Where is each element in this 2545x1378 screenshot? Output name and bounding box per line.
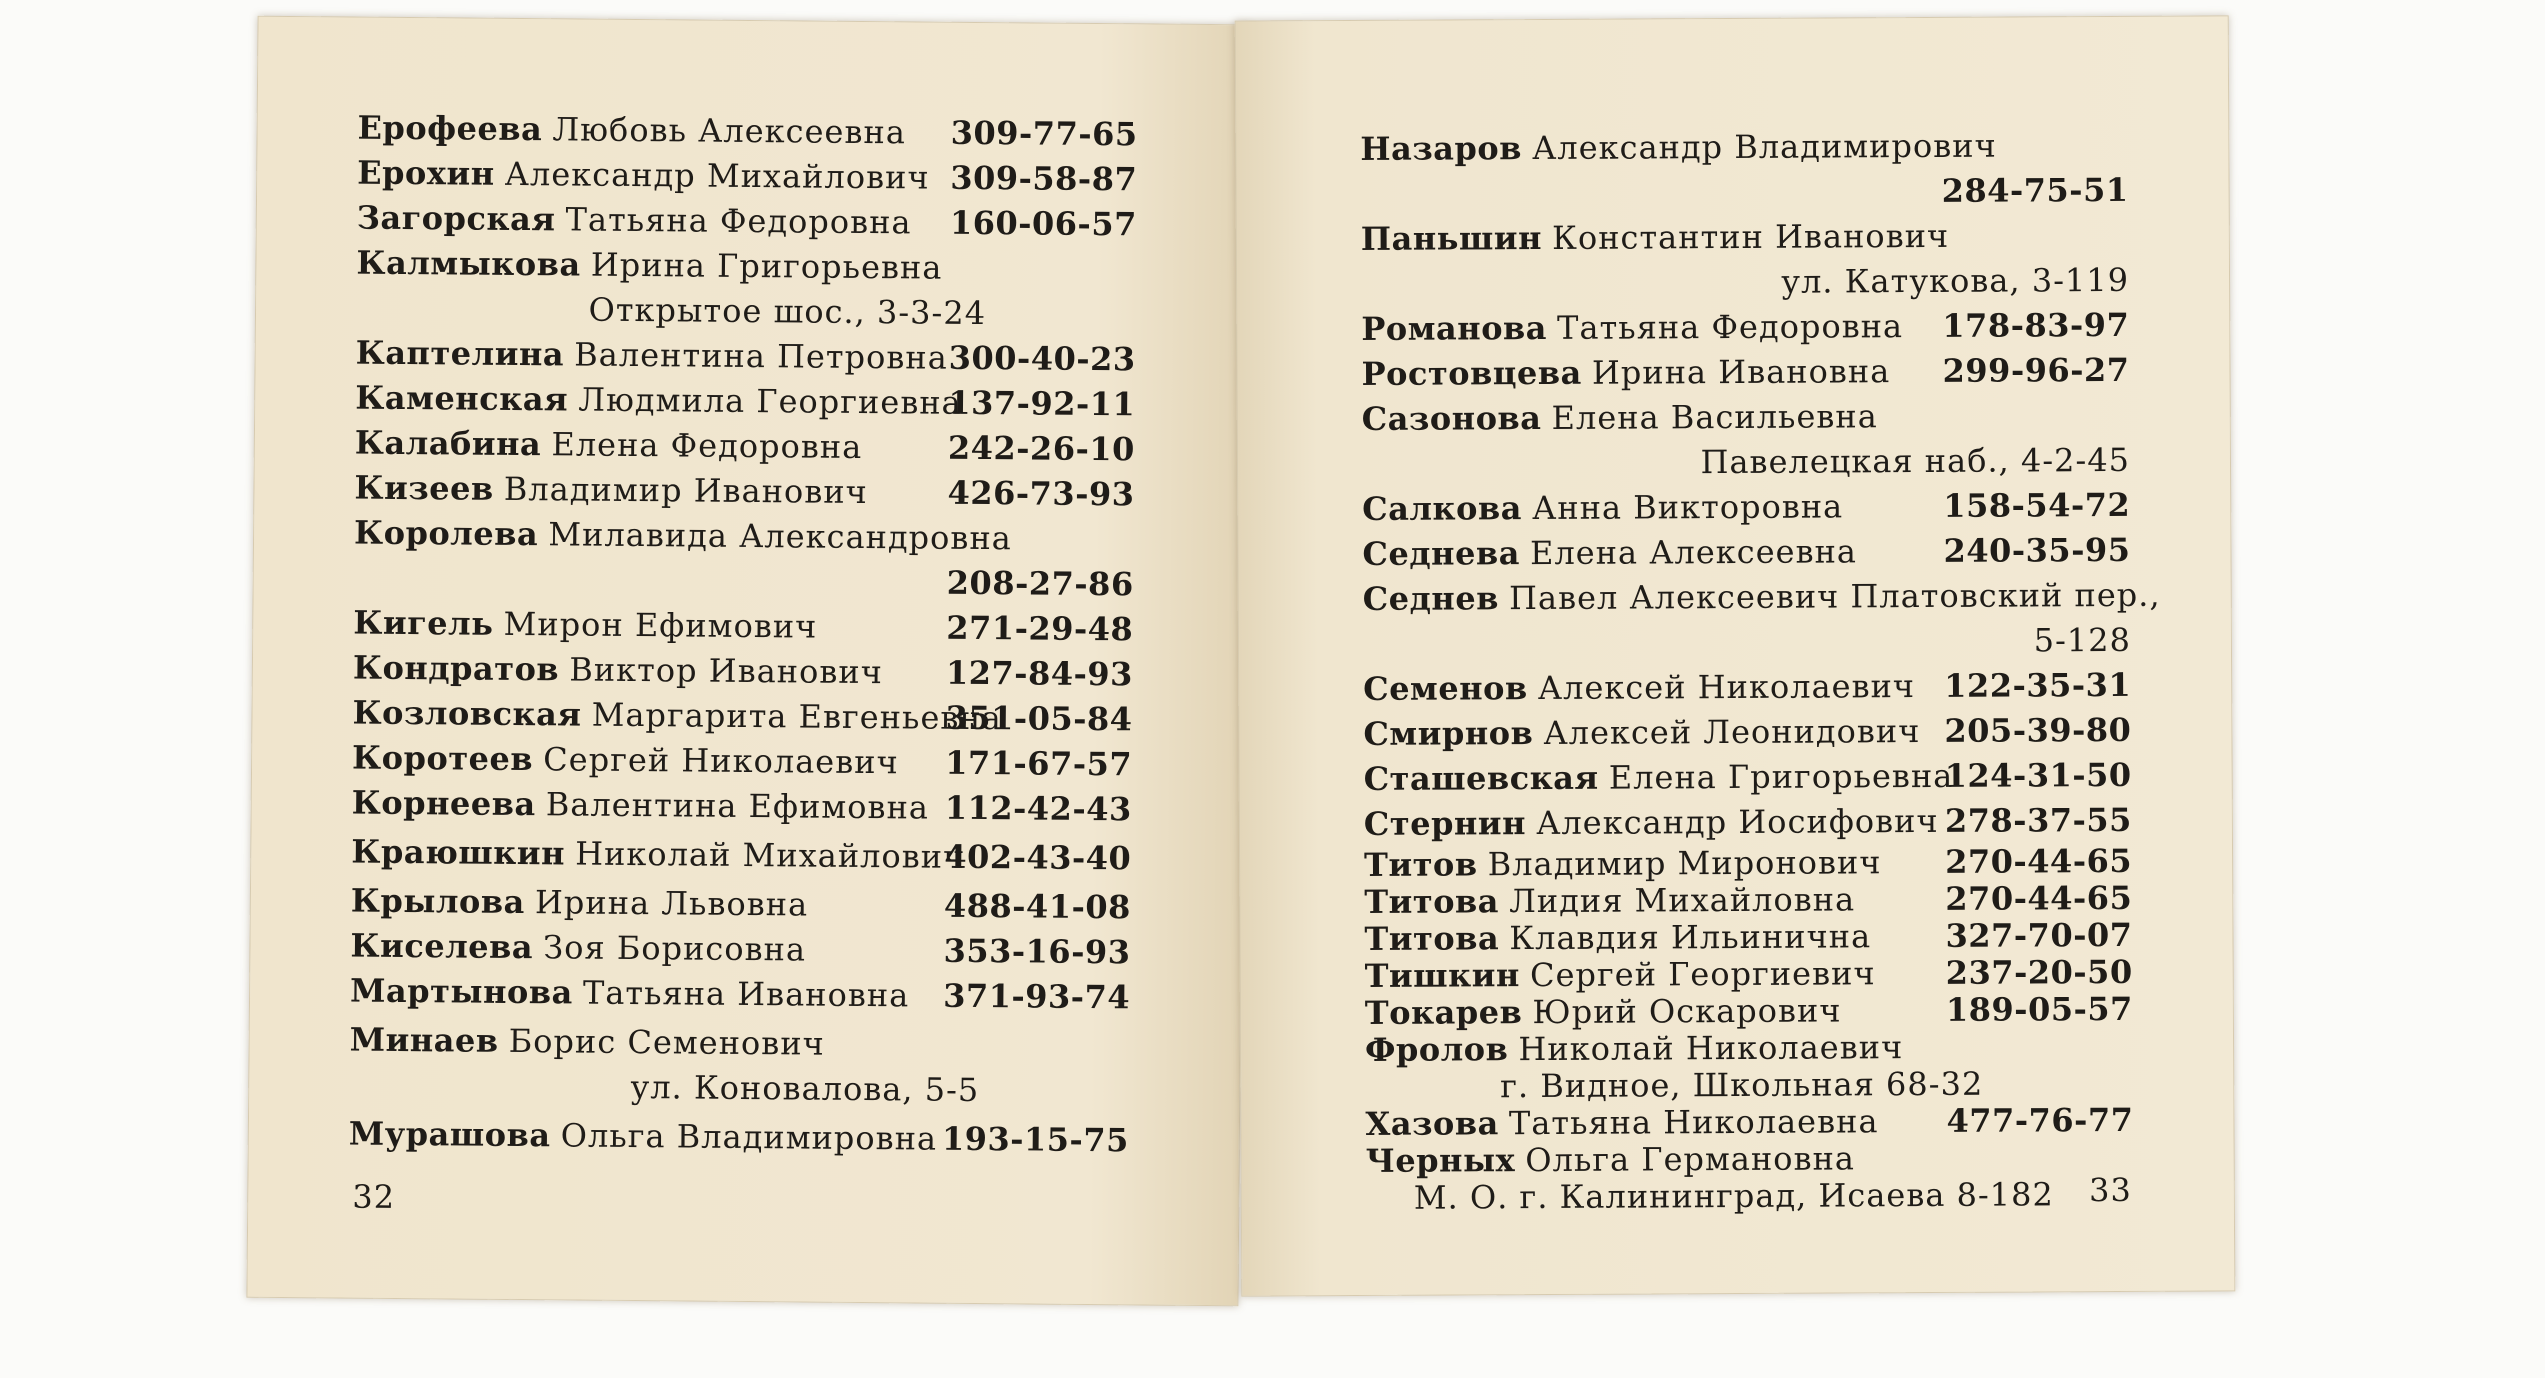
directory-entry	[354, 511, 1135, 608]
entry-given-name: Анна Викторовна	[1531, 487, 1844, 528]
entry-given-name: Клавдия Ильинична	[1509, 917, 1872, 958]
entry-given-name: Валентина Ефимовна	[545, 785, 930, 827]
entry-phone: 309-77-65	[950, 113, 1138, 154]
directory-entry	[357, 151, 1137, 203]
directory-entry	[349, 1018, 1130, 1115]
entry-phone: 270-44-65	[1945, 878, 2133, 918]
entry-surname: Титова	[1364, 882, 1500, 921]
directory-entry	[357, 196, 1137, 248]
entry-given-name: Сергей Николаевич	[543, 740, 899, 782]
entry-surname: Загорская	[356, 198, 556, 239]
directory-entry	[1365, 1028, 2133, 1106]
entry-surname: Смирнов	[1363, 714, 1534, 753]
directory-entry	[356, 241, 1137, 338]
entry-given-name: Елена Григорьевна	[1608, 756, 1954, 797]
entry-phone: 137-92-11	[948, 383, 1136, 424]
entry-given-name: Сергей Георгиевич	[1529, 954, 1876, 995]
entry-phone: 477-76-77	[1946, 1100, 2134, 1140]
directory-entry	[1364, 917, 2132, 958]
entry-given-name: Людмила Георгиевна	[578, 380, 962, 422]
entry-given-name: Татьяна Ивановна	[582, 973, 910, 1015]
entry-surname: Калабина	[354, 423, 542, 464]
entry-surname: Титова	[1364, 919, 1500, 958]
entry-given-name: Ирина Львовна	[534, 883, 809, 924]
entry-surname: Тишкин	[1364, 956, 1520, 995]
entry-phone: 426-73-93	[947, 473, 1135, 514]
entry-given-name: Николай Михайлович	[575, 834, 966, 876]
directory-entry	[350, 969, 1130, 1021]
entry-given-name: Константин Иванович	[1552, 216, 1950, 257]
entry-phone: 112-42-43	[944, 788, 1132, 829]
entry-phone: 488-41-08	[943, 886, 1132, 927]
entry-surname: Сташевская	[1363, 758, 1599, 798]
entry-phone: 240-35-95	[1943, 530, 2131, 570]
directory-entry	[352, 736, 1132, 788]
entry-surname: Корнеева	[351, 783, 536, 824]
directory-entry	[1362, 393, 2130, 487]
entry-given-name: Александр Владимирович	[1531, 126, 1997, 168]
entry-given-name: Алексей Леонидович	[1543, 712, 1921, 753]
directory-entry	[1363, 663, 2131, 712]
entry-address: ул. Катукова, 3-119	[1781, 260, 2130, 301]
entry-given-name: Николай Николаевич	[1518, 1028, 1904, 1069]
entry-given-name: Любовь Алексеевна	[552, 110, 907, 152]
entry-given-name: Алексей Николаевич	[1537, 667, 1916, 708]
entry-phone: 242-26-10	[947, 428, 1136, 469]
right-page	[1235, 15, 2236, 1296]
entry-given-name: Татьяна Николаевна	[1508, 1102, 1879, 1143]
entry-phone: 284-75-51	[1941, 170, 2129, 210]
entry-given-name: Валентина Петровна	[574, 335, 948, 377]
entry-surname: Кизеев	[354, 468, 494, 508]
entry-given-name: Юрий Оскарович	[1532, 991, 1842, 1032]
entry-phone: 127-84-93	[945, 653, 1134, 694]
entry-phone: 351-05-84	[945, 698, 1133, 739]
directory-entry	[1361, 348, 2129, 397]
entry-surname: Титов	[1363, 845, 1478, 884]
entry-given-name: Зоя Борисовна	[543, 928, 807, 969]
entry-surname: Романова	[1361, 308, 1548, 348]
entry-surname: Калмыкова	[356, 243, 581, 284]
entry-surname: Ростовцева	[1361, 353, 1582, 393]
directory-entry	[354, 466, 1134, 518]
entry-surname: Семенов	[1363, 669, 1528, 708]
entry-phone: 278-37-55	[1944, 800, 2132, 840]
entry-phone: 271-29-48	[946, 608, 1134, 649]
directory-entry	[355, 421, 1135, 473]
entry-surname: Ерохин	[357, 153, 495, 193]
entry-given-name: Мирон Ефимович	[503, 604, 818, 646]
directory-entry	[1362, 483, 2130, 532]
entry-surname: Седнева	[1362, 534, 1520, 573]
entry-given-name: Елена Васильевна	[1551, 397, 1878, 437]
entry-address: ул. Коновалова, 5-5	[630, 1067, 980, 1110]
entry-given-name: Татьяна Федоровна	[565, 200, 912, 242]
entry-address: Павелецкая наб., 4-2-45	[1700, 440, 2131, 482]
entry-given-name: Ольга Владимировна	[560, 1116, 938, 1158]
entry-phone: 353-16-93	[943, 931, 1131, 972]
directory-entry	[1363, 708, 2131, 757]
entry-phone: 270-44-65	[1945, 841, 2133, 881]
entry-surname: Салкова	[1362, 489, 1523, 528]
entry-surname: Паньшин	[1360, 219, 1543, 258]
entry-given-name: Владимир Иванович	[503, 469, 868, 512]
directory-entry	[1364, 753, 2132, 802]
entry-phone: 309-58-87	[950, 158, 1138, 199]
directory-list	[1360, 123, 2161, 1217]
entry-surname: Кигель	[353, 603, 494, 643]
directory-entry	[1365, 1102, 2133, 1143]
entry-surname: Назаров	[1360, 129, 1523, 168]
entry-given-name: Виктор Иванович	[569, 650, 884, 692]
entry-surname: Каменская	[355, 378, 569, 419]
entry-given-name: Милавида Александровна	[548, 515, 1012, 558]
directory-entry	[1364, 880, 2132, 921]
entry-given-name: Борис Семенович	[508, 1021, 825, 1063]
entry-surname: Ерофеева	[357, 108, 543, 149]
page-number: 33	[2088, 1170, 2132, 1210]
directory-entry	[351, 830, 1131, 882]
entry-given-name: Александр Михайлович	[504, 154, 930, 197]
entry-phone: 158-54-72	[1943, 485, 2131, 525]
entry-surname: Каптелина	[355, 333, 565, 374]
entry-surname: Козловская	[352, 693, 582, 734]
directory-list	[349, 106, 1138, 1164]
entry-surname: Стернин	[1363, 804, 1527, 843]
entry-phone: 299-96-27	[1942, 350, 2130, 390]
entry-given-name: Ольга Германовна	[1525, 1139, 1856, 1180]
entry-address: г. Видное, Школьная 68-32	[1500, 1064, 1984, 1106]
directory-entry	[353, 601, 1133, 653]
entry-surname: Крылова	[350, 881, 525, 922]
entry-phone: 189-05-57	[1945, 989, 2133, 1029]
entry-phone: 122-35-31	[1944, 665, 2132, 705]
entry-given-name: Владимир Миронович	[1487, 843, 1882, 884]
entry-surname: Черных	[1365, 1141, 1516, 1180]
entry-given-name: Александр Иосифович	[1536, 801, 1939, 843]
entry-surname: Токарев	[1364, 993, 1523, 1032]
entry-phone: 300-40-23	[948, 338, 1136, 379]
directory-entry	[1366, 1139, 2134, 1217]
directory-entry	[1364, 843, 2132, 884]
directory-entry	[352, 691, 1132, 743]
page-number: 32	[352, 1177, 396, 1216]
entry-given-name: Павел Алексеевич Платовский пер.,	[1508, 575, 2161, 618]
entry-phone: 327-70-07	[1945, 915, 2133, 955]
directory-entry	[1361, 213, 2129, 307]
directory-entry	[350, 924, 1130, 976]
entry-given-name: Ирина Григорьевна	[590, 245, 943, 287]
entry-given-name: Ирина Ивановна	[1591, 352, 1891, 392]
entry-surname: Сазонова	[1361, 399, 1542, 438]
entry-surname: Минаев	[349, 1020, 499, 1060]
left-page	[246, 16, 1249, 1307]
directory-entry	[349, 1112, 1129, 1164]
entry-surname: Кондратов	[352, 648, 560, 689]
directory-entry	[1361, 303, 2129, 352]
directory-entry	[1360, 123, 2128, 217]
directory-entry	[1365, 954, 2133, 995]
entry-surname: Коротеев	[351, 738, 534, 779]
entry-given-name: Лидия Михайловна	[1509, 880, 1856, 921]
entry-phone: 124-31-50	[1944, 755, 2132, 795]
entry-phone: 371-93-74	[942, 976, 1131, 1017]
entry-phone: 208-27-86	[946, 563, 1134, 604]
entry-phone: 171-67-57	[945, 743, 1133, 784]
entry-phone: 237-20-50	[1945, 952, 2133, 992]
entry-surname: Киселева	[350, 926, 534, 967]
entry-phone: 178-83-97	[1942, 305, 2130, 345]
entry-phone: 402-43-40	[944, 837, 1132, 878]
entry-surname: Краюшкин	[351, 832, 566, 873]
entry-given-name: Елена Федоровна	[551, 425, 863, 466]
entry-surname: Королева	[353, 513, 539, 554]
entry-phone: 205-39-80	[1944, 710, 2132, 750]
directory-entry	[1365, 991, 2133, 1032]
entry-surname: Седнев	[1362, 579, 1499, 618]
entry-surname: Мартынова	[349, 971, 573, 1012]
directory-entry	[352, 781, 1132, 833]
entry-address: Открытое шос., 3-3-24	[588, 290, 987, 333]
entry-given-name: Елена Алексеевна	[1529, 532, 1858, 573]
directory-entry	[1362, 573, 2161, 667]
entry-surname: Хазова	[1365, 1104, 1499, 1143]
entry-surname: Мурашова	[348, 1114, 551, 1155]
entry-phone: 160-06-57	[949, 203, 1137, 244]
directory-entry	[1362, 528, 2130, 577]
entry-address: М. О. г. Калининград, Исаева 8-182	[1413, 1175, 2054, 1217]
entry-address: 5-128	[2033, 620, 2132, 660]
entry-given-name: Татьяна Федоровна	[1557, 307, 1904, 347]
directory-entry	[351, 879, 1131, 931]
directory-entry	[357, 106, 1137, 158]
directory-entry	[353, 646, 1133, 698]
directory-entry	[355, 376, 1135, 428]
entry-surname: Фролов	[1364, 1030, 1509, 1069]
directory-entry	[1364, 798, 2132, 847]
directory-entry	[355, 331, 1135, 383]
entry-given-name: Маргарита Евгеньевна	[591, 695, 1002, 738]
entry-phone: 193-15-75	[941, 1119, 1129, 1160]
